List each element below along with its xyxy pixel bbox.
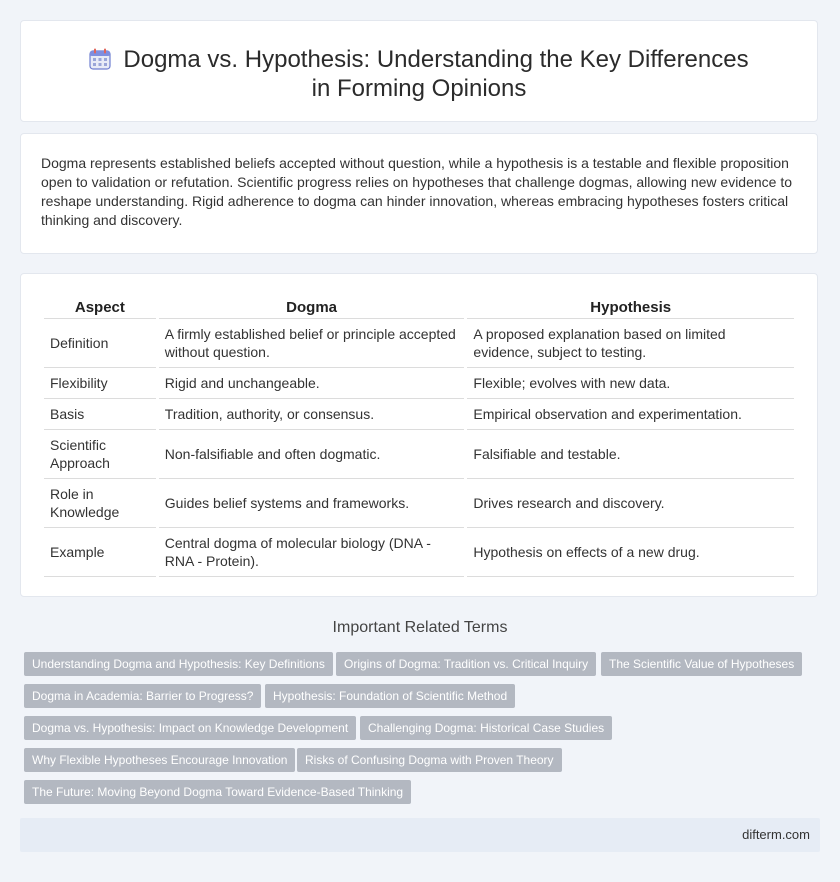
header-aspect: Aspect [44,296,156,319]
table-row [44,368,794,399]
related-tag[interactable]: Understanding Dogma and Hypothesis: Key Definitions [24,652,333,676]
related-tag[interactable]: Origins of Dogma: Tradition vs. Critical Inquiry [336,652,596,676]
related-tag[interactable]: The Scientific Value of Hypotheses [601,652,802,676]
page-title-wrap [81,45,757,103]
header-card [20,20,818,122]
related-tag[interactable]: The Future: Moving Beyond Dogma Toward Evidence-Based Thinking [24,780,411,804]
header-dogma: Dogma [159,296,465,319]
related-tag[interactable]: Risks of Confusing Dogma with Proven Theory [297,748,562,772]
footer [20,818,820,852]
table-header-row [44,296,794,319]
comparison-card [20,273,818,597]
cell-dogma: Non-falsifiable and often dogmatic. [159,430,465,479]
table-row [44,479,794,528]
cell-dogma: Tradition, authority, or consensus. [159,399,465,430]
cell-aspect: Scientific Approach [44,430,156,479]
cell-dogma: Central dogma of molecular biology (DNA - RNA - Protein). [159,528,465,577]
cell-hypothesis: A proposed explanation based on limited evidence, subject to testing. [467,319,794,368]
related-tag[interactable]: Why Flexible Hypotheses Encourage Innovation [24,748,295,772]
comparison-table [41,296,797,577]
related-terms-title: Important Related Terms [332,619,508,636]
cell-aspect: Flexibility [44,368,156,399]
cell-hypothesis: Empirical observation and experimentation. [467,399,794,430]
cell-hypothesis: Drives research and discovery. [467,479,794,528]
footer-site[interactable]: difterm.com [742,827,810,842]
table-row [44,319,794,368]
cell-aspect: Definition [44,319,156,368]
cell-dogma: Rigid and unchangeable. [159,368,465,399]
table-row [44,430,794,479]
cell-aspect: Role in Knowledge [44,479,156,528]
cell-dogma: Guides belief systems and frameworks. [159,479,465,528]
cell-hypothesis: Flexible; evolves with new data. [467,368,794,399]
cell-aspect: Example [44,528,156,577]
table-row [44,528,794,577]
related-tag[interactable]: Dogma vs. Hypothesis: Impact on Knowledge Development [24,716,356,740]
calendar-icon [89,48,111,70]
related-tag[interactable]: Dogma in Academia: Barrier to Progress? [24,684,261,708]
cell-dogma: A firmly established belief or principle accepted without question. [159,319,465,368]
intro-card [20,133,818,254]
related-tag[interactable]: Challenging Dogma: Historical Case Studies [360,716,612,740]
header-hypothesis: Hypothesis [467,296,794,319]
table-row [44,399,794,430]
related-tag[interactable]: Hypothesis: Foundation of Scientific Method [265,684,515,708]
intro-text: Dogma represents established beliefs accepted without question, while a hypothesis is a testable and flexible proposition open to validation or refutation. Scientific progress relies on hypotheses that challenge dogmas, allowing new evidence to reshape understanding. Rigid adherence to dogma can hinder innovation, whereas embracing hypotheses fosters critical thinking and discovery. [41,155,793,228]
cell-aspect: Basis [44,399,156,430]
cell-hypothesis: Falsifiable and testable. [467,430,794,479]
cell-hypothesis: Hypothesis on effects of a new drug. [467,528,794,577]
page-title: Dogma vs. Hypothesis: Understanding the Key Differences in Forming Opinions [123,46,749,102]
